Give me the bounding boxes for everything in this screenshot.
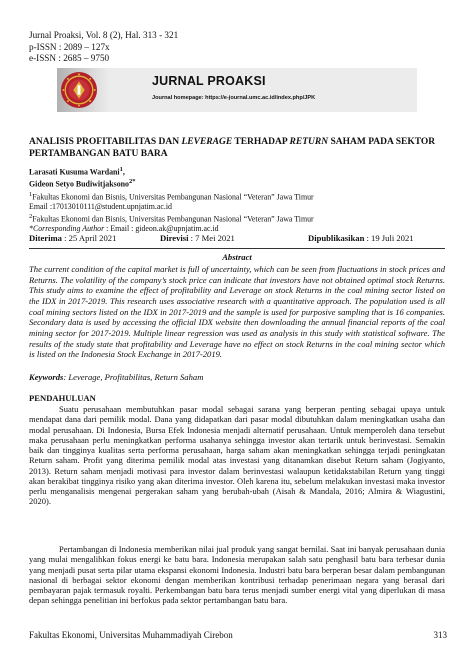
email-1: Email :17013010111@student.upnjatim.ac.id [29, 202, 172, 212]
title-part: TERHADAP [232, 137, 290, 147]
divider [29, 248, 445, 249]
journal-homepage: Journal homepage: https://e-journal.umc.ac.id/index.php/JPK [152, 95, 316, 101]
author-name: Larasati Kusuma Wardani [29, 167, 120, 177]
title-italic-return: RETURN [289, 137, 329, 147]
author-line-1: Larasati Kusuma Wardani$^1$, [29, 166, 125, 177]
abstract-text: The current condition of the capital market is full of uncertainty, which can be seen from fluctuations in stock prices and Returns. The volatility of the company’s stock price can indicate that investors have not obtained optimal stock Returns. This study aims to examine the effect of profitability and Leverage on stock Returns in the coal mining sector listed on the IDX in 2017-2019. This research uses associative research with a quantitative approach. The population used is all coal mining sectors listed on the IDX in 2017-2019 and the sample is used for purposive sampling that is 16 companies. Secondary data is used by accessing the official IDX website then downloading the annual financial reports of the coal mining sector for 2017-2019. Multiple linear regression was used as analysis in this study with statistical software. The results of the study state that profitability and Leverage have no effect on stock Returns in the coal mining sector which is listed on the Indonesia Stock Exchange in 2017-2019. [29, 264, 445, 360]
journal-info [29, 30, 178, 65]
author-line-2: Gideon Setyo Budiwitjaksono$^{2*}$ [29, 178, 136, 190]
title-italic-leverage: LEVERAGE [181, 137, 233, 147]
keywords-value: : Leverage, Profitabilitas, Return Saham [63, 372, 204, 382]
affiliation-2: $^2$Fakultas Ekonomi dan Bisnis, Universitas Pembangunan Nasional “Veteran” Jawa Timur [29, 213, 314, 224]
p-issn: p-ISSN : 2089 – 127x [29, 41, 110, 52]
keywords [29, 372, 445, 382]
university-logo-icon [60, 71, 98, 109]
body-paragraph-2: Pertambangan di Indonesia memberikan nilai jual produk yang sangat bernilai. Saat ini banyak perusahaan dunia yang mulai mengalihkan fokus energi ke batu bara. Indonesia merupakan salah satu penghasil batu bara terbesar dunia yang menjadi pusat serta pilar utama ekspansi ekonomi Indonesia. Industri batu bara berperan besar dalam pembangunan nasional di berbagai sektor ekonomi dengan memberikan kontribusi terhadap penerimaan negara yang berasal dari pembayaran pajak termasuk royalti. Perkembangan batu bara terus menjadi sumber energi vital yang diperlukan di masa depan sehingga penelitian ini berfokus pada sektor pertambangan batu bara. [29, 544, 445, 606]
author-name: Gideon Setyo Budiwitjaksono [29, 180, 129, 190]
footer-institution: Fakultas Ekonomi, Universitas Muhammadiyah Cirebon [29, 630, 233, 640]
keywords-label: Keywords [29, 372, 64, 382]
affiliation-1: $^1$Fakultas Ekonomi dan Bisnis, Universitas Pembangunan Nasional “Veteran” Jawa Timur [29, 190, 314, 202]
section-heading: PENDAHULUAN [29, 393, 96, 403]
page-number: 313 [433, 630, 447, 640]
body-paragraph-1: Suatu perusahaan membutuhkan pasar modal sebagai sarana yang berperan penting sebagai upaya untuk mendapat dana dari pemilik modal. Dana yang didapatkan dari pasar modal dibutuhkan dalam meningkatkan usaha dan modal perusahaan. Di Indonesia, Bursa Efek Indonesia menjadi alternatif perusahaan. Untuk memperoleh dana tersebut maka perusahaan perlu meningkatkan performa usahanya sehingga investor akan tertarik untuk berinvestasi. Semakin baik dan tingginya kualitas serta performa perusahaan, harga saham akan meningkatkan sehingga terjadi peningkatan Return saham. Profit yang diterima pemilik modal atas investasi yang ditanamkan disebut Return saham (Jogiyanto, 2013). Return saham menjadi motivasi para investor dalam berinvestasi walaupun ketidakstabilan Return yang tinggi akan berakibat tingginya risiko yang akan diterima investor. Oleh karena itu, sebelum melakukan investasi maka investor perlu menganalisis mengenai pergerakan saham yang berubah-ubah (Aisah & Mandala, 2016; Almira & Wiagustini, 2020). [29, 404, 445, 507]
title-part: ANALISIS PROFITABILITAS DAN [29, 137, 182, 147]
corresponding-author: *Corresponding Author : Email : gideon.ak@upnjatim.ac.id [29, 224, 219, 234]
published-date: Dipublikasikan : 19 Juli 2021 [308, 233, 414, 243]
journal-name: JURNAL PROAKSI [152, 74, 266, 88]
paper-title [29, 137, 449, 160]
abstract-heading: Abstract [222, 252, 252, 262]
title-part: SAHAM PADA SEKTOR PERTAMBANGAN BATU BARA [29, 137, 436, 159]
author-block [29, 165, 449, 234]
revised-date: Direvisi : 7 Mei 2021 [160, 233, 235, 243]
received-date: Diterima : 25 April 2021 [29, 233, 117, 243]
e-issn: e-ISSN : 2685 – 9750 [29, 53, 110, 63]
journal-volume: Jurnal Proaksi, Vol. 8 (2), Hal. 313 - 321 [29, 30, 179, 40]
